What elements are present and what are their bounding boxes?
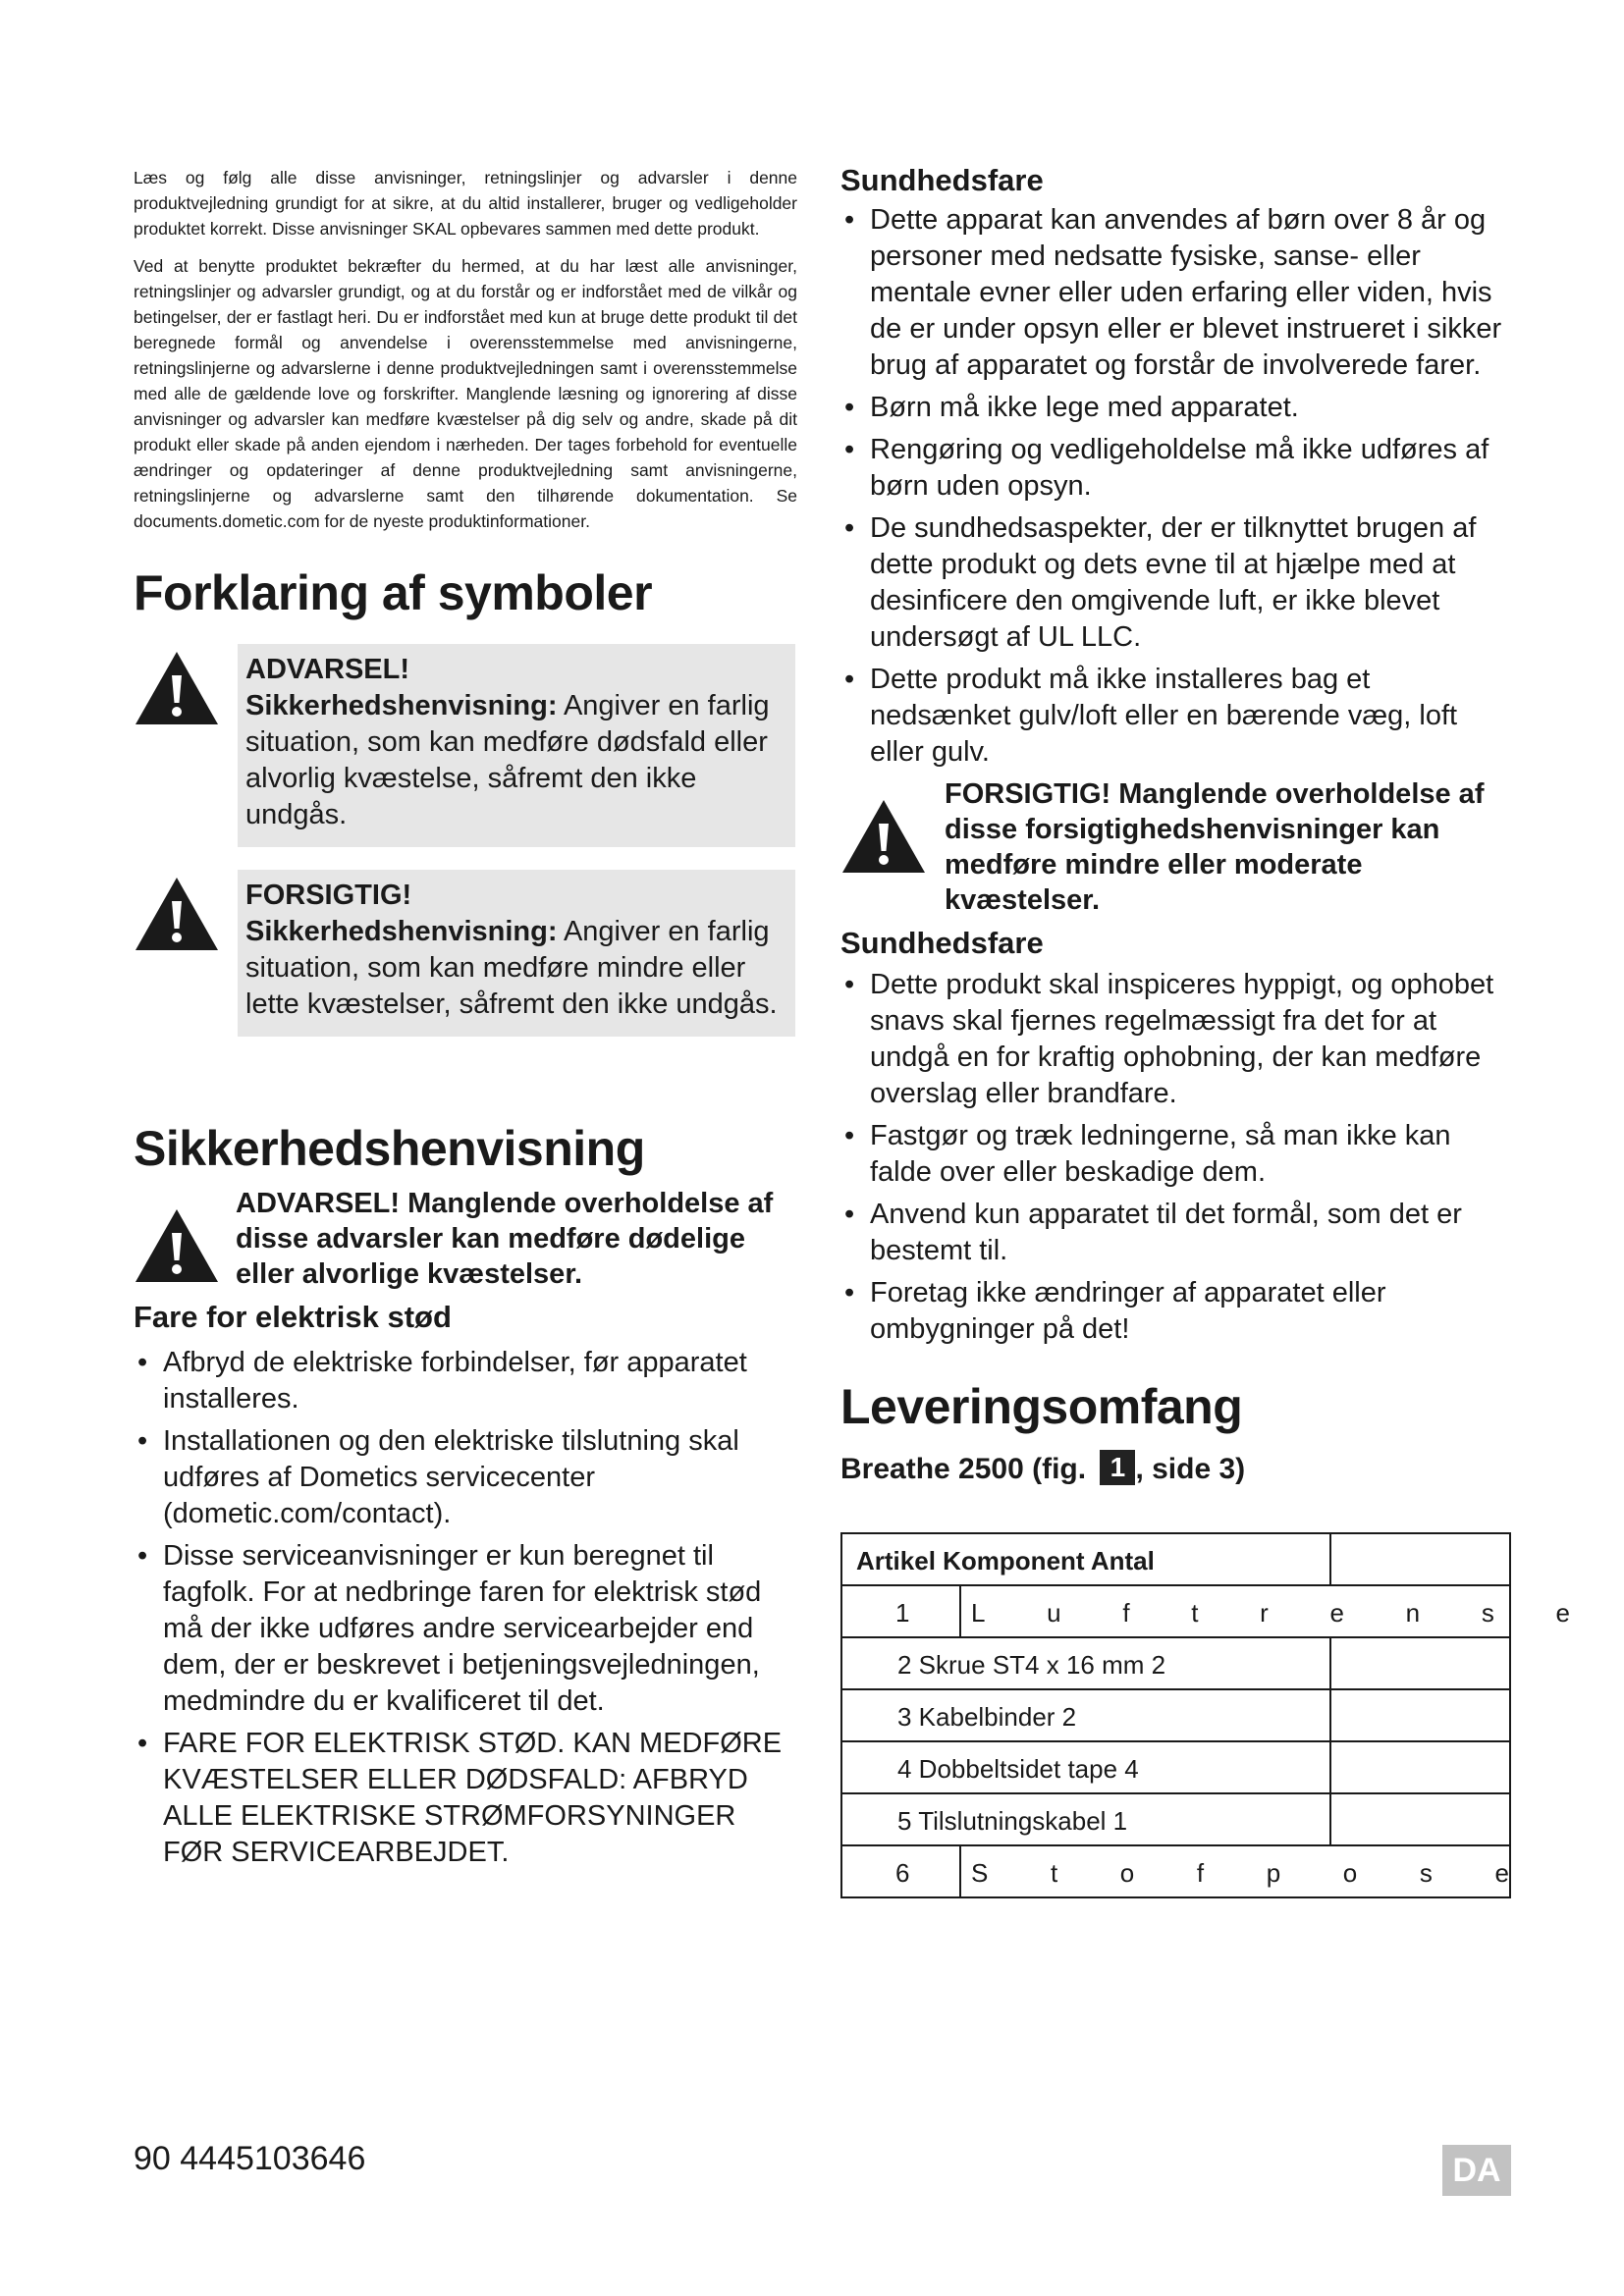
letter: s — [1481, 1598, 1494, 1628]
document-number: 90 4445103646 — [134, 2140, 366, 2177]
list-item: • De sundhedsaspekter, der er tilknyttet brugen af dette produkt og dets evne til at hjælpe med at desinficere den omgivende luft, er ikke blevet undersøgt af UL LLC. — [840, 510, 1508, 656]
table-cell — [841, 1585, 960, 1637]
table-row — [841, 1689, 1510, 1741]
health-hazard-heading: Sundhedsfare — [840, 163, 1044, 197]
row-text: 4 Dobbeltsidet tape 4 — [897, 1754, 1139, 1784]
letter: f — [1196, 1858, 1205, 1888]
list-item: • Børn må ikke lege med apparatet. — [840, 390, 1508, 426]
table-cell — [841, 1637, 1330, 1689]
letter: p — [1266, 1858, 1281, 1888]
list-item: • Fastgør og træk ledningerne, så man ikke kan falde over eller beskadige dem. — [840, 1118, 1508, 1191]
health-hazard-list-2 — [840, 967, 1508, 1348]
letter: L — [971, 1598, 986, 1628]
list-item: • Installationen og den elektriske tilslutning skal udføres af Dometics servicecenter (dometic.com/contact). — [134, 1423, 797, 1532]
letter: t — [1191, 1598, 1199, 1628]
list-item: • Anvend kun apparatet til det formål, som det er bestemt til. — [840, 1197, 1508, 1269]
letter: n — [1405, 1598, 1421, 1628]
symbol-caution-row — [134, 870, 797, 1078]
figure-number-badge: 1 — [1100, 1450, 1135, 1485]
symbol-caution-box — [238, 870, 795, 1037]
table-row — [841, 1637, 1510, 1689]
table-cell — [1330, 1637, 1510, 1689]
table-row — [841, 1845, 1510, 1897]
letter: u — [1047, 1598, 1061, 1628]
row-text: 2 Skrue ST4 x 16 mm 2 — [897, 1650, 1166, 1680]
table-cell — [960, 1845, 1510, 1897]
table-cell — [841, 1845, 960, 1897]
health-hazard-heading-2: Sundhedsfare — [840, 926, 1044, 960]
row-text: 3 Kabelbinder 2 — [897, 1702, 1077, 1732]
caution-block-triangle-icon — [840, 798, 927, 877]
row-number: 1 — [895, 1598, 910, 1628]
safety-warning-text: ADVARSEL! Manglende overholdelse af disse advarsler kan medføre dødelige eller alvorlige kvæstelser. — [236, 1188, 774, 1290]
table-row — [841, 1793, 1510, 1845]
table-cell — [841, 1689, 1330, 1741]
row-number: 6 — [895, 1858, 910, 1888]
table-header-cell — [841, 1533, 1330, 1585]
safety-heading: Sikkerhedshenvisning — [134, 1121, 645, 1176]
caution-block — [840, 776, 1508, 918]
safety-warning-triangle-icon — [134, 1207, 220, 1286]
caution-block-text: FORSIGTIG! Manglende overholdelse af disse forsigtighedshenvisninger kan medføre mindre eller moderate kvæstelser. — [945, 778, 1485, 916]
table-cell — [1330, 1793, 1510, 1845]
delivery-subheading — [840, 1450, 1508, 1489]
letter: e — [1329, 1598, 1344, 1628]
symbols-heading: Forklaring af symboler — [134, 565, 653, 620]
warning-title: ADVARSEL! — [245, 654, 410, 685]
symbol-warning-row — [134, 644, 797, 852]
letter: o — [1119, 1858, 1135, 1888]
caution-triangle-icon — [134, 876, 220, 954]
table-cell — [1330, 1741, 1510, 1793]
letter: e — [1494, 1858, 1509, 1888]
letter: S — [971, 1858, 989, 1888]
intro-paragraph-2: Ved at benytte produktet bekræfter du hermed, at du har læst alle anvisninger, retningslinjer og advarsler grundigt, og at du forstår og er indforstået med de vilkår og betingelser, der er fastlagt heri. Du er indforstået med kun at bruge dette produkt til det beregnede formål og anvendelse i overensstemmelse med anvisningerne, retningslinjerne og advarslerne i denne produktvejledningen samt i overensstemmelse med alle de gældende love og forskrifter. Manglende læsning og ignorering af disse anvisninger og advarsler kan medføre kvæstelser på dig selv og andre, skade på dit produkt eller skade på anden ejendom i nærheden. Der tages forbehold for eventuelle ændringer og opdateringer af denne produktvejledning samt anvisningerne, retningslinjerne og advarslerne samt den tilhørende dokumentation. Se documents.dometic.com for de nyeste produktinformationer. — [134, 256, 797, 531]
left-column — [134, 165, 797, 1877]
delivery-subheading-pre: Breathe 2500 (fig. — [840, 1453, 1095, 1485]
spread-letters — [971, 1858, 1509, 1889]
table-cell — [960, 1585, 1570, 1637]
table-cell — [841, 1793, 1330, 1845]
list-item: • Rengøring og vedligeholdelse må ikke udføres af børn uden opsyn. — [840, 432, 1508, 505]
letter: s — [1419, 1858, 1433, 1888]
delivery-subheading-post: , side 3) — [1135, 1453, 1246, 1485]
letter: f — [1122, 1598, 1130, 1628]
table-row — [841, 1585, 1510, 1637]
caution-label: Sikkerhedshenvisning: — [245, 916, 558, 947]
list-item: • Dette produkt skal inspiceres hyppigt, og ophobet snavs skal fjernes regelmæssigt fra det for at undgå en for kraftig ophobning, der kan medføre overslag eller brandfare. — [840, 967, 1508, 1112]
intro-paragraph-1: Læs og følg alle disse anvisninger, retningslinjer og advarsler i denne produktvejledning grundigt for at sikre, at du altid installerer, bruger og vedligeholder produktet korrekt. Disse anvisninger SKAL opbevares sammen med dette produkt. — [134, 168, 797, 239]
electric-shock-list — [134, 1345, 797, 1871]
right-column — [840, 165, 1508, 1489]
table-header-row — [841, 1533, 1510, 1585]
table-header-text: Artikel Komponent Antal — [856, 1546, 1155, 1575]
row-text: 5 Tilslutningskabel 1 — [897, 1806, 1128, 1836]
warning-label: Sikkerhedshenvisning: — [245, 690, 558, 721]
caution-title: FORSIGTIG! — [245, 880, 412, 911]
letter: t — [1050, 1858, 1058, 1888]
language-badge: DA — [1442, 2145, 1511, 2196]
delivery-heading: Leveringsomfang — [840, 1379, 1243, 1434]
letter: r — [1260, 1598, 1269, 1628]
list-item: • Afbryd de elektriske forbindelser, før apparatet installeres. — [134, 1345, 797, 1417]
caution-description: Angiver en farlig situation, som kan medføre mindre eller lette kvæstelser, såfremt den ikke undgås. — [245, 916, 778, 1020]
table-header-empty — [1330, 1533, 1510, 1585]
health-hazard-list — [840, 202, 1508, 771]
safety-warning — [134, 1186, 797, 1292]
electric-shock-heading: Fare for elektrisk stød — [134, 1300, 452, 1334]
intro-text — [134, 165, 797, 534]
table-cell — [841, 1741, 1330, 1793]
list-item: • Foretag ikke ændringer af apparatet eller ombygninger på det! — [840, 1275, 1508, 1348]
list-item: • FARE FOR ELEKTRISK STØD. KAN MEDFØRE KVÆSTELSER ELLER DØDSFALD: AFBRYD ALLE ELEKTRISKE STRØMFORSYNINGER FØR SERVICEARBEJDET. — [134, 1726, 797, 1871]
symbol-warning-box — [238, 644, 795, 847]
table-cell — [1330, 1689, 1510, 1741]
spread-letters — [971, 1598, 1570, 1629]
list-item: • Dette produkt må ikke installeres bag et nedsænket gulv/loft eller en bærende væg, loft eller gulv. — [840, 662, 1508, 771]
list-item: • Disse serviceanvisninger er kun beregnet til fagfolk. For at nedbringe faren for elektrisk stød må der ikke udføres andre servicearbejder end dem, der er beskrevet i betjeningsvejledningen, medmindre du er kvalificeret til det. — [134, 1538, 797, 1720]
delivery-table — [840, 1532, 1570, 1898]
warning-triangle-icon — [134, 650, 220, 728]
warning-description: Angiver en farlig situation, som kan medføre dødsfald eller alvorlig kvæstelse, såfremt den ikke undgås. — [245, 690, 770, 830]
letter: e — [1555, 1598, 1570, 1628]
letter: o — [1342, 1858, 1358, 1888]
table-row — [841, 1741, 1510, 1793]
list-item: • Dette apparat kan anvendes af børn over 8 år og personer med nedsatte fysiske, sanse- eller mentale evner eller uden erfaring eller viden, hvis de er under opsyn eller er blevet instrueret i sikker brug af apparatet og forstår de involverede farer. — [840, 202, 1508, 384]
